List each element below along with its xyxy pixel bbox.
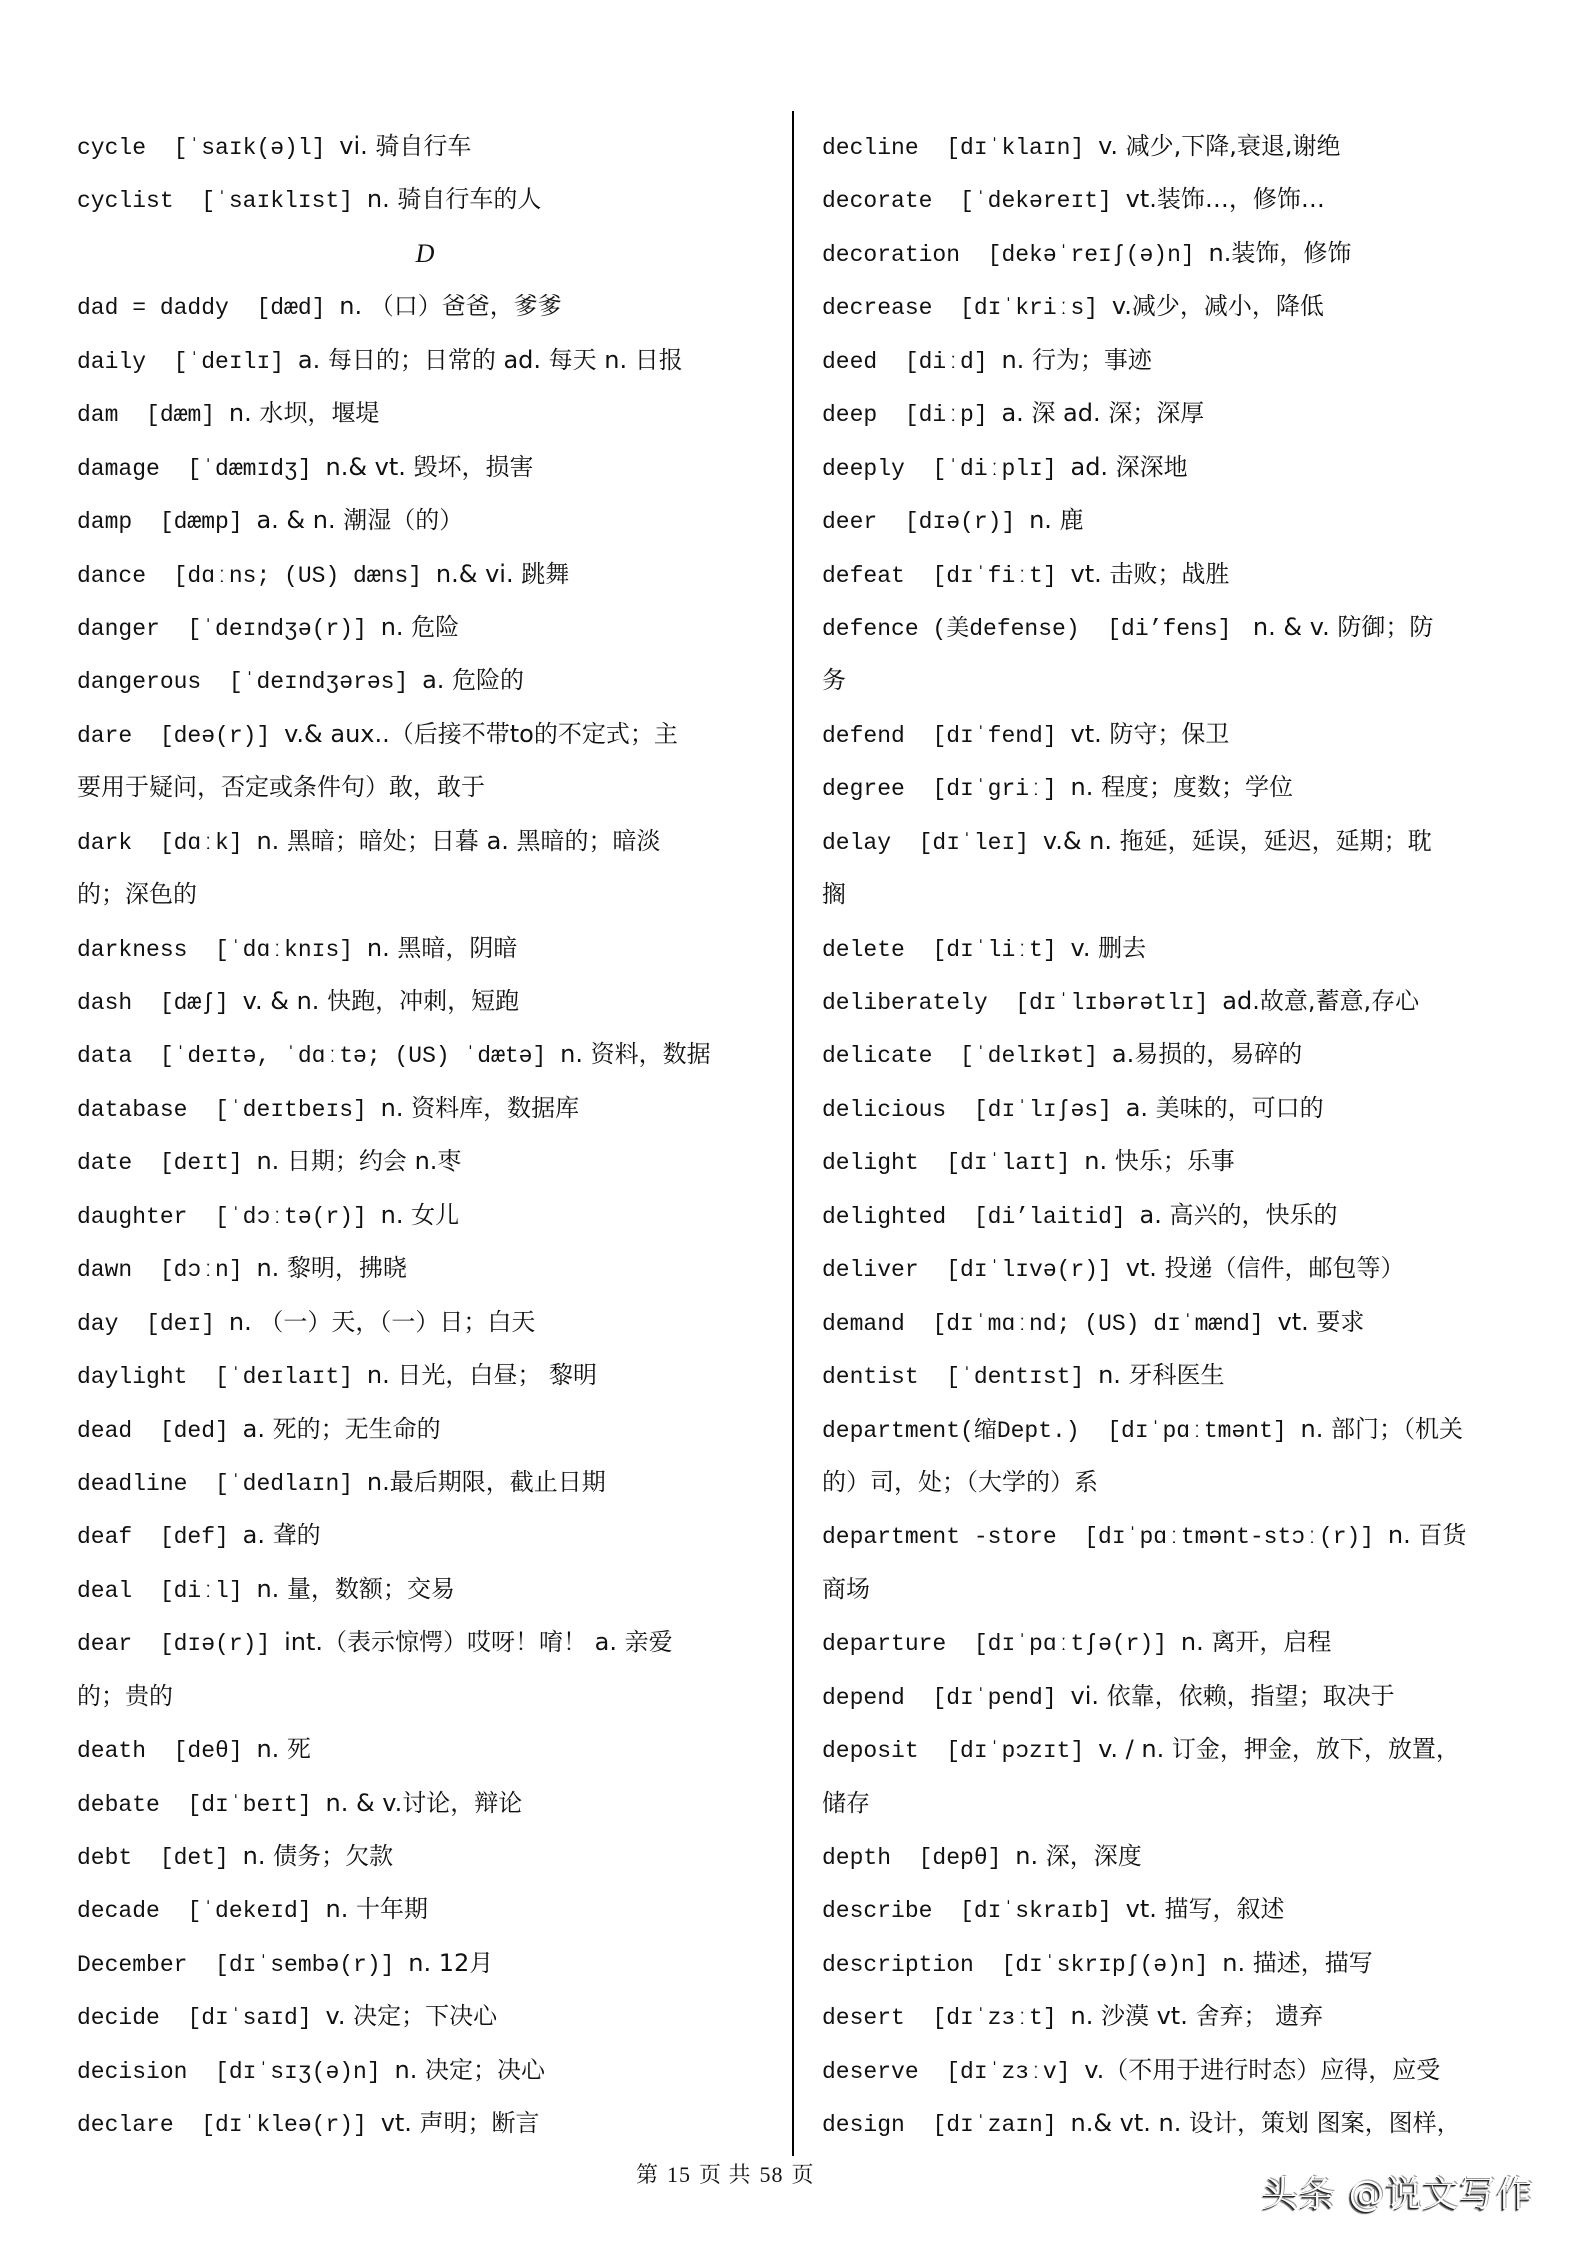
entry-continuation	[77, 868, 773, 921]
definition: n. 快乐；乐事	[1084, 1147, 1235, 1176]
phonetic: [ˈsaɪklɪst]	[201, 188, 354, 215]
phonetic: [dɪˈleɪ]	[918, 829, 1030, 856]
phonetic: [dɪˈgriː]	[932, 776, 1057, 803]
phonetic: [dɪˈzɜːv]	[946, 2058, 1071, 2085]
phonetic: [dekəˈreɪʃ(ə)n]	[987, 241, 1195, 268]
definition: n. （口）爸爸，爹爹	[339, 292, 562, 321]
phonetic: [dæmp]	[159, 509, 243, 536]
page-label-prefix: 第	[636, 2162, 660, 2187]
vocab-entry	[77, 1509, 773, 1562]
definition: a. 聋的	[242, 1521, 321, 1550]
phonetic: [ˈdeɪndʒə(r)]	[187, 615, 367, 642]
definition: a. 高兴的，快乐的	[1139, 1200, 1338, 1229]
definition: a. 死的；无生命的	[242, 1414, 441, 1443]
definition: vt. 击败；战胜	[1070, 559, 1230, 588]
phonetic: [ˈdæmɪdʒ]	[187, 455, 312, 482]
definition: 的；贵的	[77, 1681, 173, 1710]
definition: n.最后期限，截止日期	[366, 1467, 606, 1496]
definition: n. 程度；度数；学位	[1070, 773, 1293, 802]
headword: declare	[77, 2112, 174, 2139]
headword: decorate	[822, 188, 933, 215]
phonetic: [def]	[159, 1524, 229, 1551]
headword: deserve	[822, 2058, 919, 2085]
definition: a. 深 ad. 深；深厚	[1001, 399, 1205, 428]
definition: vt. 要求	[1277, 1307, 1365, 1336]
definition: n. 决定；决心	[394, 2055, 545, 2084]
definition: a. 每日的；日常的 ad. 每天 n. 日报	[297, 345, 683, 374]
vocab-entry	[77, 120, 773, 173]
vocab-entry	[77, 494, 773, 547]
headword: deposit	[822, 1738, 919, 1765]
vocab-entry	[822, 1189, 1518, 1242]
vocab-entry	[822, 1242, 1518, 1295]
vocab-entry	[77, 1563, 773, 1616]
vocab-entry	[77, 922, 773, 975]
vocab-entry	[822, 815, 1518, 868]
definition: n. 骑自行车的人	[366, 185, 542, 214]
headword: daylight	[77, 1364, 188, 1391]
headword: deaf	[77, 1524, 133, 1551]
phonetic: [ˈdeɪndʒərəs]	[228, 669, 409, 696]
letter-section-heading: D	[415, 238, 435, 268]
definition: n. 危险	[380, 612, 460, 641]
vocab-entry	[77, 1990, 773, 2043]
vocab-entry	[822, 708, 1518, 761]
definition: n.& vt. n. 设计，策划 图案，图样，	[1070, 2109, 1461, 2138]
phonetic: [dɪˈpɔzɪt]	[946, 1738, 1085, 1765]
headword: damage	[77, 455, 160, 482]
vocab-entry	[822, 1403, 1518, 1456]
phonetic: [dɪˈzɜːt]	[932, 2005, 1057, 2032]
vocab-entry	[77, 1296, 773, 1349]
headword: delight	[822, 1150, 919, 1177]
headword: deadline	[77, 1470, 188, 1497]
headword: describe	[822, 1898, 933, 1925]
phonetic: [dɪˈpend]	[932, 1684, 1057, 1711]
headword: decade	[77, 1898, 160, 1925]
definition: n. 女儿	[380, 1200, 460, 1229]
total-pages-number: 58	[759, 2162, 784, 2187]
vocab-entry	[77, 1937, 773, 1990]
vocab-entry	[822, 2044, 1518, 2097]
headword: dark	[77, 829, 133, 856]
headword: debt	[77, 1845, 133, 1871]
definition: v. 决定；下决心	[325, 2002, 498, 2031]
definition: v. / n. 订金，押金，放下，放置，	[1098, 1735, 1460, 1764]
definition: n. 黑暗；暗处；日暮 a. 黑暗的；暗淡	[256, 826, 661, 855]
headword: dare	[77, 722, 133, 749]
phonetic: [dɪˈlɪʃəs]	[973, 1096, 1112, 1123]
entry-continuation	[822, 1456, 1518, 1509]
phonetic: [dɪˈpɑːtʃə(r)]	[973, 1631, 1168, 1658]
headword: dawn	[77, 1257, 133, 1284]
phonetic: [dɪˈklaɪn]	[946, 135, 1085, 161]
headword: date	[77, 1150, 133, 1177]
phonetic: [det]	[159, 1845, 229, 1871]
phonetic: [diːp]	[904, 402, 988, 429]
phonetic: [dɔːn]	[159, 1257, 243, 1284]
headword: department -store	[822, 1524, 1057, 1551]
phonetic: [deɪt]	[159, 1150, 243, 1177]
entry-continuation	[822, 1777, 1518, 1830]
definition: vt. 投递（信件，邮包等）	[1125, 1254, 1405, 1283]
phonetic: [dɪˈliːt]	[932, 936, 1057, 963]
definition: vt.装饰…，修饰…	[1125, 185, 1325, 214]
vocab-entry	[77, 1723, 773, 1776]
definition: vi. 依靠，依赖，指望；取决于	[1070, 1681, 1395, 1710]
headword: department(缩Dept.)	[822, 1417, 1080, 1444]
vocab-entry	[77, 1082, 773, 1135]
headword: deliberately	[822, 990, 988, 1016]
page-footer	[600, 2158, 996, 2189]
definition: n. 量，数额；交易	[256, 1574, 455, 1603]
phonetic: [dɪˈpɑːtmənt-stɔː(r)]	[1084, 1524, 1375, 1551]
definition: a. 美味的，可口的	[1125, 1093, 1324, 1122]
headword: dentist	[822, 1364, 919, 1391]
vocab-entry	[77, 1883, 773, 1936]
headword: delete	[822, 936, 905, 963]
phonetic: [deɪ]	[146, 1310, 216, 1337]
headword: decision	[77, 2058, 188, 2085]
vocab-entry	[77, 2044, 773, 2097]
headword: deeply	[822, 455, 905, 482]
vocab-entry	[77, 975, 773, 1028]
vocab-entry	[77, 1028, 773, 1081]
definition: v.（不用于进行时态）应得，应受	[1084, 2055, 1441, 2084]
vocab-entry	[822, 120, 1518, 173]
phonetic: [di’laitid]	[973, 1203, 1126, 1230]
vocab-entry	[77, 1189, 773, 1242]
phonetic: [ˈdɑːknɪs]	[215, 936, 354, 963]
phonetic: [dɪˈpɑːtmənt]	[1107, 1417, 1287, 1444]
headword: decoration	[822, 241, 961, 268]
definition: n. 牙科医生	[1098, 1361, 1225, 1390]
phonetic: [dɑːns; (US) dæns]	[173, 562, 423, 589]
headword: depth	[822, 1845, 892, 1871]
definition: n. 离开，启程	[1180, 1628, 1332, 1657]
definition: vt. 描写，叙述	[1125, 1895, 1285, 1924]
phonetic: [dɑːk]	[159, 829, 243, 856]
headword: daughter	[77, 1203, 188, 1230]
definition: ad. 深深地	[1070, 452, 1188, 481]
phonetic: [dɪˈlaɪt]	[946, 1150, 1071, 1177]
phonetic: [deθ]	[173, 1738, 243, 1765]
definition: int.（表示惊愕）哎呀！唷！ a. 亲爱	[284, 1628, 673, 1657]
phonetic: [diːd]	[904, 348, 988, 375]
definition: a.易损的，易碎的	[1111, 1040, 1303, 1069]
phonetic: [dɪˈzaɪn]	[932, 2112, 1057, 2139]
definition: 搁	[822, 880, 846, 909]
headword: decide	[77, 2005, 160, 2032]
page-label-mid: 页 共	[699, 2162, 752, 2187]
entry-continuation	[822, 654, 1518, 707]
headword: desert	[822, 2005, 905, 2032]
definition: a. 危险的	[422, 666, 525, 695]
headword: deliver	[822, 1257, 919, 1284]
phonetic: [dæm]	[146, 402, 216, 429]
definition: vt. 防守；保卫	[1070, 719, 1230, 748]
vocab-entry	[822, 1509, 1518, 1562]
definition: a. & n. 潮湿（的）	[256, 506, 464, 535]
phonetic: [dæd]	[256, 295, 326, 322]
headword: danger	[77, 615, 160, 642]
vocab-entry	[77, 654, 773, 707]
column-divider	[792, 111, 794, 2156]
vocab-entry	[77, 280, 773, 333]
phonetic: [ˈsaɪk(ə)l]	[173, 135, 326, 161]
headword: dangerous	[77, 669, 202, 696]
definition: n. 描述，描写	[1222, 1948, 1373, 1977]
definition: n. 日期；约会 n.枣	[256, 1147, 462, 1176]
phonetic: [dɪˈfiːt]	[932, 562, 1057, 589]
headword: depend	[822, 1684, 905, 1711]
headword: database	[77, 1096, 188, 1123]
headword: debate	[77, 1791, 160, 1818]
definition: n. 黎明，拂晓	[256, 1254, 407, 1283]
definition: n.装饰，修饰	[1208, 238, 1352, 267]
definition: ad.故意,蓄意,存心	[1222, 987, 1420, 1015]
headword: dance	[77, 562, 147, 589]
vocab-entry	[77, 1777, 773, 1830]
phonetic: [dɪˈbeɪt]	[187, 1791, 312, 1818]
definition: n. 鹿	[1029, 506, 1084, 535]
headword: deed	[822, 348, 878, 375]
definition: n. 沙漠 vt. 舍弃； 遗弃	[1070, 2002, 1324, 2031]
vocab-entry	[77, 387, 773, 440]
headword: death	[77, 1738, 147, 1765]
vocab-entry	[822, 1349, 1518, 1402]
vocab-entry	[822, 387, 1518, 440]
vocab-entry	[822, 1028, 1518, 1081]
phonetic: [ˈdeɪtbeɪs]	[215, 1096, 367, 1123]
vocab-entry	[77, 1349, 773, 1402]
phonetic: [ˈdiːplɪ]	[932, 455, 1057, 482]
page-label-suffix: 页	[791, 2162, 815, 2187]
definition: 的；深色的	[77, 880, 197, 909]
vocab-entry	[77, 2097, 773, 2150]
definition: v.减少，减小，降低	[1111, 292, 1324, 321]
headword: dad = daddy	[77, 295, 229, 322]
phonetic: [dɪə(r)]	[904, 509, 1016, 536]
vocab-entry	[822, 1135, 1518, 1188]
definition: n. 百货	[1387, 1521, 1467, 1550]
right-column	[822, 120, 1518, 2151]
vocab-entry	[77, 1135, 773, 1188]
phonetic: [dɪˈkleə(r)]	[201, 2112, 367, 2139]
definition: v. 删去	[1070, 933, 1147, 962]
headword: dear	[77, 1631, 133, 1658]
vocab-entry	[822, 2097, 1518, 2150]
definition: n.& vt. 毁坏，损害	[325, 452, 534, 481]
phonetic: [ˈdeɪlɪ]	[173, 348, 285, 375]
headword: departure	[822, 1631, 947, 1658]
vocab-entry	[822, 1670, 1518, 1723]
definition: n.& vi. 跳舞	[435, 559, 570, 588]
headword: degree	[822, 776, 905, 803]
phonetic: [ˈdeɪtə, ˈdɑːtə; (US) ˈdætə]	[159, 1043, 547, 1070]
definition: 务	[822, 666, 846, 695]
vocab-entry	[822, 1937, 1518, 1990]
definition: n. 12月	[408, 1948, 494, 1977]
definition: n. （一）天，（一）日；白天	[228, 1307, 536, 1336]
headword: deer	[822, 509, 878, 536]
definition: n. 深，深度	[1015, 1842, 1142, 1870]
headword: dam	[77, 402, 119, 429]
phonetic: [ˈdelɪkət]	[960, 1043, 1099, 1070]
vocab-entry	[822, 922, 1518, 975]
phonetic: [dɪə(r)]	[159, 1631, 271, 1658]
headword: daily	[77, 348, 147, 375]
vocab-entry	[822, 334, 1518, 387]
definition: v. & n. 快跑，冲刺，短跑	[242, 987, 520, 1015]
definition: n. 十年期	[325, 1895, 428, 1924]
vocab-entry	[77, 601, 773, 654]
vocab-entry	[77, 334, 773, 387]
definition: n. & v. 防御；防	[1245, 612, 1434, 641]
vocab-entry	[822, 1616, 1518, 1669]
headword: cyclist	[77, 188, 174, 215]
headword: damp	[77, 509, 133, 536]
definition: 储存	[822, 1788, 870, 1817]
vocab-entry	[822, 1883, 1518, 1936]
vocab-entry	[77, 815, 773, 868]
vocab-entry	[77, 441, 773, 494]
vocab-entry	[822, 494, 1518, 547]
vocab-entry	[77, 1403, 773, 1456]
headword: demand	[822, 1310, 905, 1337]
phonetic: [dɪˈmɑːnd; (US) dɪˈmænd]	[932, 1310, 1264, 1337]
definition: n. 债务；欠款	[242, 1842, 394, 1870]
entry-continuation	[822, 1563, 1518, 1616]
vocab-entry	[77, 548, 773, 601]
phonetic: [ˈdentɪst]	[946, 1364, 1085, 1391]
definition: n. 黑暗，阴暗	[366, 933, 518, 962]
phonetic: [ˈdekəreɪt]	[960, 188, 1112, 215]
definition: n. 水坝，堰堤	[228, 399, 380, 428]
vocab-entry	[822, 280, 1518, 333]
headword: day	[77, 1310, 119, 1337]
vocab-entry	[77, 1616, 773, 1669]
phonetic: [ˈdedlaɪn]	[215, 1470, 354, 1497]
definition: vi. 骑自行车	[339, 132, 472, 160]
vocab-entry	[77, 173, 773, 226]
phonetic: [ˈdekeɪd]	[187, 1898, 312, 1925]
phonetic: [dɪˈskrɪpʃ(ə)n]	[1001, 1951, 1209, 1978]
phonetic: [dɪˈsaɪd]	[187, 2005, 312, 2032]
definition: n. 死	[256, 1735, 311, 1764]
headword: defend	[822, 722, 905, 749]
watermark: 头条 @说文写作	[1262, 2174, 1534, 2215]
headword: decline	[822, 135, 919, 161]
vocab-entry	[822, 548, 1518, 601]
phonetic: [dɪˈsembə(r)]	[215, 1951, 395, 1978]
headword: data	[77, 1043, 133, 1070]
definition: v.& n. 拖延，延误，延迟，延期；耽	[1042, 826, 1432, 855]
vocab-entry	[77, 708, 773, 761]
headword: cycle	[77, 135, 147, 161]
headword: defeat	[822, 562, 905, 589]
vocab-entry	[822, 761, 1518, 814]
definition: n. 日光，白昼； 黎明	[366, 1361, 597, 1390]
definition: n. & v.讨论，辩论	[325, 1788, 523, 1817]
vocab-entry	[822, 227, 1518, 280]
vocab-entry	[822, 601, 1518, 654]
headword: darkness	[77, 936, 188, 963]
phonetic: [ˈdeɪlaɪt]	[215, 1364, 354, 1391]
phonetic: [dɪˈkriːs]	[960, 295, 1099, 322]
vocab-entry	[77, 1456, 773, 1509]
headword: defence (美defense)	[822, 615, 1080, 642]
phonetic: [deə(r)]	[159, 722, 271, 749]
definition: n. 部门；（机关	[1300, 1414, 1463, 1443]
current-page-number: 15	[667, 2162, 692, 2187]
phonetic: [dɪˈskraɪb]	[960, 1898, 1112, 1925]
definition: 商场	[822, 1574, 870, 1603]
definition: n. 资料，数据	[560, 1040, 711, 1069]
phonetic: [ded]	[159, 1417, 229, 1444]
phonetic: [ˈdɔːtə(r)]	[215, 1203, 367, 1230]
entry-continuation	[77, 761, 773, 814]
phonetic: [dɪˈfend]	[932, 722, 1057, 749]
vocab-entry	[77, 1242, 773, 1295]
headword: decrease	[822, 295, 933, 322]
vocab-entry	[822, 1830, 1518, 1883]
headword: deal	[77, 1577, 133, 1604]
vocab-entry	[822, 1723, 1518, 1776]
vocab-entry	[822, 173, 1518, 226]
headword: delicious	[822, 1096, 947, 1123]
phonetic: [dɪˈlɪvə(r)]	[946, 1257, 1112, 1284]
definition: vt. 声明；断言	[380, 2109, 540, 2138]
definition: n. 资料库，数据库	[380, 1093, 580, 1122]
vocab-entry	[822, 975, 1518, 1028]
headword: deep	[822, 402, 878, 429]
phonetic: [dæʃ]	[159, 990, 229, 1016]
definition: v.& aux..（后接不带to的不定式；主	[284, 719, 678, 748]
vocab-entry	[822, 1082, 1518, 1135]
headword: delay	[822, 829, 892, 856]
headword: design	[822, 2112, 905, 2139]
vocab-entry	[822, 441, 1518, 494]
phonetic: [dɪˈsɪʒ(ə)n]	[215, 2058, 381, 2085]
phonetic: [di’fens]	[1107, 615, 1232, 642]
headword: delighted	[822, 1203, 947, 1230]
definition: 的）司，处；（大学的）系	[822, 1467, 1098, 1496]
headword: dead	[77, 1417, 133, 1444]
left-column	[77, 120, 773, 2151]
phonetic: [depθ]	[918, 1845, 1002, 1871]
phonetic: [dɪˈlɪbərətlɪ]	[1015, 990, 1209, 1016]
headword: description	[822, 1951, 974, 1978]
headword: December	[77, 1951, 188, 1978]
vocab-entry	[822, 1990, 1518, 2043]
headword: dash	[77, 990, 133, 1016]
definition: 要用于疑问，否定或条件句）敢，敢于	[77, 773, 485, 802]
definition: v. 减少,下降,衰退,谢绝	[1098, 132, 1341, 160]
definition: n. 行为；事迹	[1001, 345, 1152, 374]
phonetic: [diːl]	[159, 1577, 243, 1604]
vocab-entry	[77, 1830, 773, 1883]
entry-continuation	[822, 868, 1518, 921]
vocab-entry	[822, 1296, 1518, 1349]
entry-continuation	[77, 1670, 773, 1723]
headword: delicate	[822, 1043, 933, 1070]
